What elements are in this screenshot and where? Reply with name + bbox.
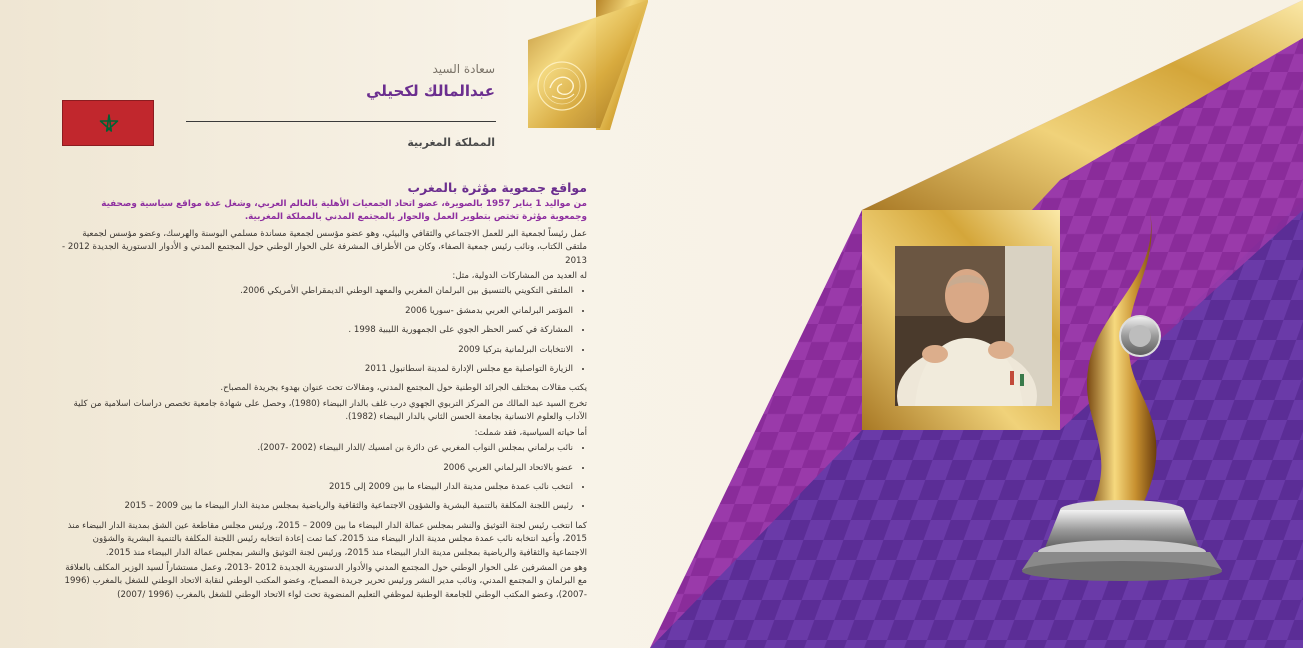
list-item: • المشاركة في كسر الحظر الجوي على الجمهورية الليبية 1998 .	[62, 324, 573, 337]
list-item: • الملتقى التكويني بالتنسيق بين البرلمان المغربي والمعهد الوطني الديمقراطي الأمريكي 2006.	[62, 285, 573, 298]
bio-paragraph: له العديد من المشاركات الدولية، مثل:	[452, 271, 587, 282]
bio-paragraph: عمل رئيساً لجمعية البر للعمل الاجتماعي والثقافي والبيئي، وهو عضو مؤسس لجمعية مساندة مسلمي البوسنة والهرسك، وعضو مؤسس لجمعية ملتقى الكتاب، ونائب رئيس جمعية الصفاء، وكان من الأطراف المشرفة على الحوار الوطني حول المجتمع المدني و الأدوار الدستورية الجديدة 2012 - 2013	[62, 228, 587, 266]
bio-paragraph: تخرج السيد عبد المالك من المركز التربوي الجهوي درب غلف بالدار البيضاء (1980)، وحصل على شهادة جامعية تخصص دراسات اسلامية من كلية الآداب والعلوم الانسانية بجامعة الحسن الثاني بالدار البيضاء (1982).	[73, 398, 587, 423]
bio-lead: من مواليد 1 يناير 1957 بالصويرة، عضو اتحاد الجمعيات الأهلية بالعالم العربي، وشغل عدة مواقع سياسية وصحفية وجمعوية مؤثرة تختص بتطوير العمل والحوار بالمجتمع المدني بالمملكة المغربية.	[101, 199, 587, 223]
bio-paragraph: وهو من المشرفين على الحوار الوطني حول المجتمع المدني والأدوار الدستورية الجديدة 2012 -2013، وعمل مستشاراً لسيد الوزير المكلف بالعلاقة مع البرلمان و المجتمع المدني، ونائب مدير النشر ورئيس تحرير جريدة المصباح، وعضو المكتب الوطني لنقابة الاتحاد الوطني للشغل بالمغرب (1996 -2007)، وعضو المكتب الوطني للجامعة الوطنية لموظفي التعليم المنضوية تحت لواء الاتحاد الوطني للشغل بالمغرب (1996 /2007)	[64, 562, 587, 600]
biography	[62, 180, 587, 604]
bio-paragraph: يكتب مقالات بمختلف الجرائد الوطنية حول المجتمع المدني، ومقالات تحت عنوان بهدوء بجريدة المصباح.	[220, 383, 587, 394]
bio-paragraph: أما حياته السياسية، فقد شملت:	[474, 427, 587, 438]
bio-paragraph: كما انتخب رئيس لجنة التوثيق والنشر بمجلس عمالة الدار البيضاء ما بين 2009 – 2015، ورئيس مجلس مقاطعة عين الشق بمدينة الدار البيضاء منذ 2015، وأعيد انتخابه نائب عمدة مجلس مدينة الدار البيضاء منذ 2015، كما تمت إعادة انتخابه رئيس اللجنة المكلفة بالتنمية البشرية والشؤون الاجتماعية والثقافية والرياضية بمجلس مدينة الدار البيضاء منذ 2015، ورئيس لجنة التوثيق والنشر بمجلس عمالة الدار البيضاء منذ 2015.	[67, 520, 587, 558]
list-item: • المؤتمر البرلماني العربي بدمشق -سوريا 2006	[62, 305, 573, 318]
person-name: عبدالمالك لكحيلي	[366, 82, 495, 100]
bio-heading: مواقع جمعوية مؤثرة بالمغرب	[407, 180, 587, 195]
calligraphy-seal-icon	[526, 48, 598, 122]
list-item: • رئيس اللجنة المكلفة بالتنمية البشرية والشؤون الاجتماعية والثقافية والرياضية بمجلس مدينة الدار البيضاء ما بين 2009 – 2015	[62, 500, 573, 513]
divider	[186, 121, 496, 122]
participations-list	[62, 285, 587, 376]
honorific-label: سعادة السيد	[432, 62, 495, 76]
moroccan-star-icon	[99, 114, 119, 134]
country-name: المملكة المغربية	[407, 136, 495, 149]
morocco-flag	[62, 100, 154, 146]
list-item: • الزيارة التواصلية مع مجلس الإدارة لمدينة اسطانبول 2011	[62, 363, 573, 376]
trophy-icon	[1010, 210, 1250, 590]
list-item: • الانتخابات البرلمانية بتركيا 2009	[62, 344, 573, 357]
list-item: • عضو بالاتحاد البرلماني العربي 2006	[62, 462, 573, 475]
list-item: • انتخب نائب عمدة مجلس مدينة الدار البيضاء ما بين 2009 إلى 2015	[62, 481, 573, 494]
political-list	[62, 442, 587, 514]
list-item: • نائب برلماني بمجلس النواب المغربي عن دائرة بن امسيك /الدار البيضاء (2002 -2007).	[62, 442, 573, 455]
